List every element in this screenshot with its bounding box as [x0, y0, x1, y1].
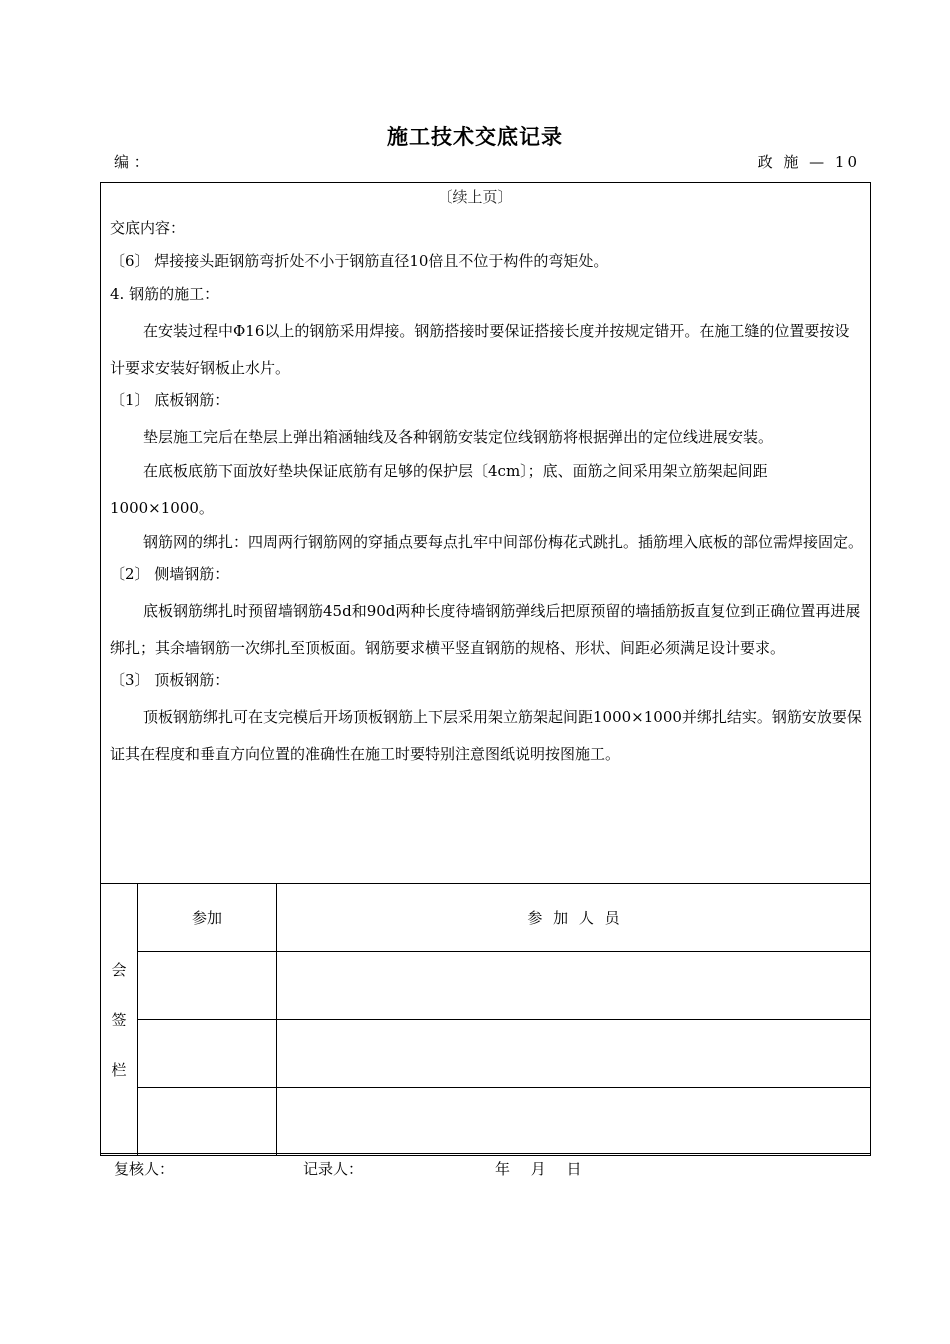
- participant-unit-header: 参加: [138, 884, 277, 952]
- recorder-label: 记录人：: [303, 1160, 364, 1178]
- item-1-paragraph-2: 在底板底筋下面放好垫块保证底筋有足够的保护层〔4cm〕；底、面筋之间采用架立筋架起间距1000×1000。: [110, 462, 768, 517]
- continued-note: 〔续上页〕: [437, 188, 513, 206]
- signature-cell-names[interactable]: [277, 1020, 871, 1088]
- reviewer-label: 复核人：: [114, 1160, 175, 1178]
- item-3-heading: 〔3〕 顶板钢筋：: [110, 671, 230, 689]
- item-1-paragraph-1: 垫层施工完后在垫层上弹出箱涵轴线及各种钢筋安装定位线钢筋将根据弹出的定位线进展安装。: [143, 428, 774, 446]
- side-char-3: 栏: [111, 1060, 127, 1079]
- document-code-label: 编 ：: [114, 153, 149, 171]
- signature-table: [100, 883, 871, 1156]
- signature-cell-names[interactable]: [277, 952, 871, 1020]
- item-6: 〔6〕 焊接接头距钢筋弯折处不小于钢筋直径10倍且不位于构件的弯矩处。: [110, 252, 609, 270]
- signature-side-label: [101, 884, 138, 1156]
- form-number: 政 施 — 10: [757, 153, 860, 171]
- item-3-paragraph: 顶板钢筋绑扎可在支完模后开场顶板钢筋上下层采用架立筋架起间距1000×1000并绑扎结实。钢筋安放要保证其在程度和垂直方向位置的准确性在施工时要特别注意图纸说明按图施工。: [110, 708, 862, 763]
- side-char-1: 会: [111, 960, 127, 979]
- item-1-paragraph-3: 钢筋网的绑扎：四周两行钢筋网的穿插点要每点扎牢中间部份梅花式跳扎。插筋埋入底板的部位需焊接固定。: [143, 533, 864, 551]
- section-4-paragraph: 在安装过程中Φ16以上的钢筋采用焊接。钢筋搭接时要保证搭接长度并按规定错开。在施工缝的位置要按设计要求安装好钢板止水片。: [110, 322, 850, 377]
- section-4-heading: 4. 钢筋的施工：: [110, 285, 220, 303]
- signature-cell-unit[interactable]: [138, 952, 277, 1020]
- item-2-paragraph: 底板钢筋绑扎时预留墙钢筋45d和90d两种长度待墙钢筋弹线后把原预留的墙插筋扳直复位到正确位置再进展绑扎；其余墙钢筋一次绑扎至顶板面。钢筋要求横平竖直钢筋的规格、形状、间距必须满足设计要求。: [110, 602, 861, 657]
- item-2-heading: 〔2〕 侧墙钢筋：: [110, 565, 230, 583]
- side-char-2: 签: [111, 1010, 127, 1029]
- disclosure-content: [110, 217, 864, 773]
- participants-header: 参 加 人 员: [277, 884, 871, 952]
- date-label: 年 月 日: [495, 1160, 582, 1178]
- signature-cell-unit[interactable]: [138, 1020, 277, 1088]
- item-1-heading: 〔1〕 底板钢筋：: [110, 391, 230, 409]
- signature-cell-names[interactable]: [277, 1088, 871, 1156]
- signature-cell-unit[interactable]: [138, 1088, 277, 1156]
- content-heading: 交底内容：: [110, 219, 186, 237]
- page-title: 施工技术交底记录: [387, 124, 563, 149]
